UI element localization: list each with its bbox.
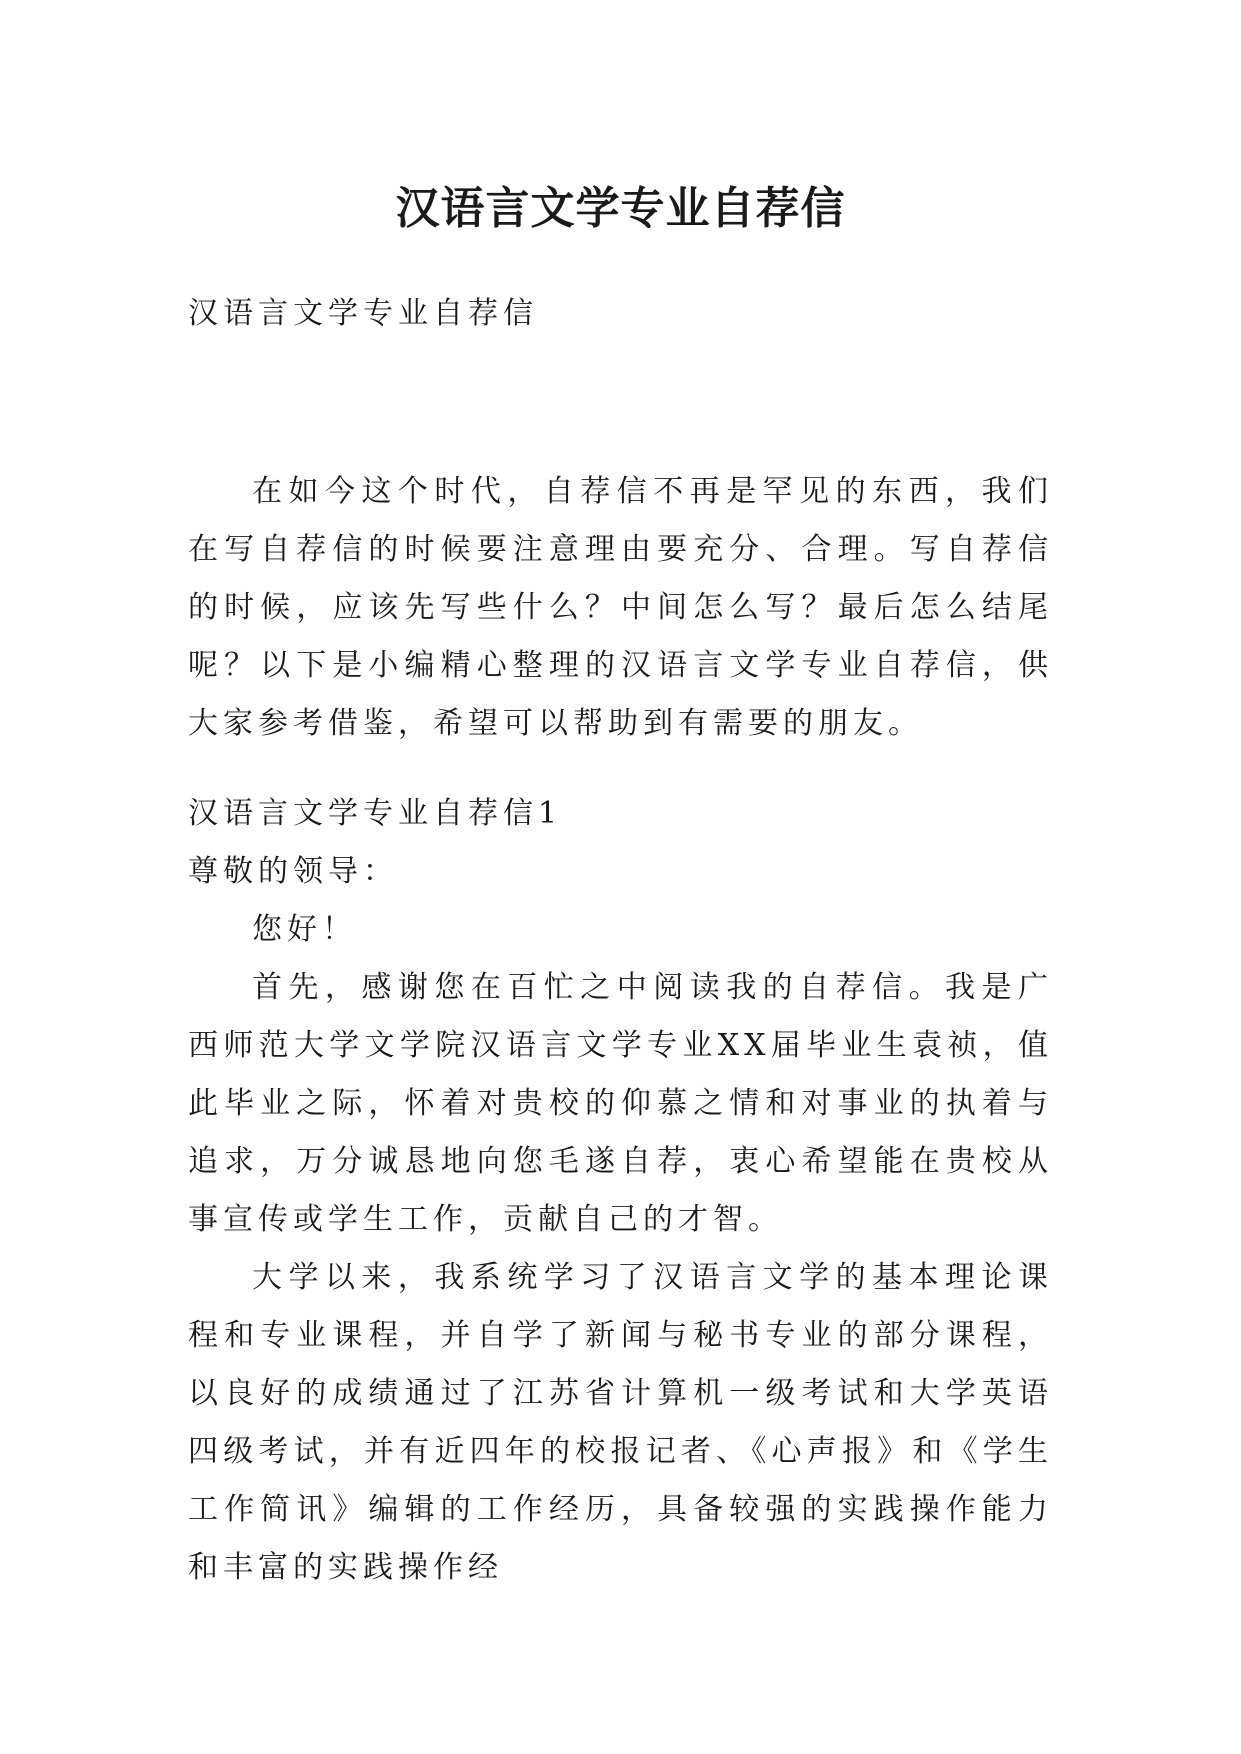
body-paragraph-1: 首先，感谢您在百忙之中阅读我的自荐信。我是广西师范大学文学院汉语言文学专业XX届毕业生袁祯，值此毕业之际，怀着对贵校的仰慕之情和对事业的执着与追求，万分诚恳地向您毛遂自荐，衷心希望能在贵校从事宣传或学生工作，贡献自己的才智。 [188, 970, 1053, 1237]
spacer [188, 753, 1053, 785]
letter-heading: 汉语言文学专业自荐信1 [188, 796, 563, 831]
salutation: 尊敬的领导： [188, 854, 398, 889]
document-body [188, 285, 1053, 1597]
document-subtitle: 汉语言文学专业自荐信 [188, 296, 538, 331]
body-paragraph-2: 大学以来，我系统学习了汉语言文学的基本理论课程和专业课程，并自学了新闻与秘书专业的部分课程，以良好的成绩通过了江苏省计算机一级考试和大学英语四级考试，并有近四年的校报记者、《心声报》和《学生工作简讯》编辑的工作经历，具备较强的实践操作能力和丰富的实践操作经 [188, 1260, 1053, 1585]
document-title: 汉语言文学专业自荐信 [395, 183, 846, 235]
spacer [188, 343, 1053, 463]
greeting: 您好！ [252, 912, 357, 947]
intro-paragraph: 在如今这个时代，自荐信不再是罕见的东西，我们在写自荐信的时候要注意理由要充分、合理。写自荐信的时候，应该先写些什么？中间怎么写？最后怎么结尾呢？以下是小编精心整理的汉语言文学专业自荐信，供大家参考借鉴，希望可以帮助到有需要的朋友。 [188, 474, 1053, 741]
